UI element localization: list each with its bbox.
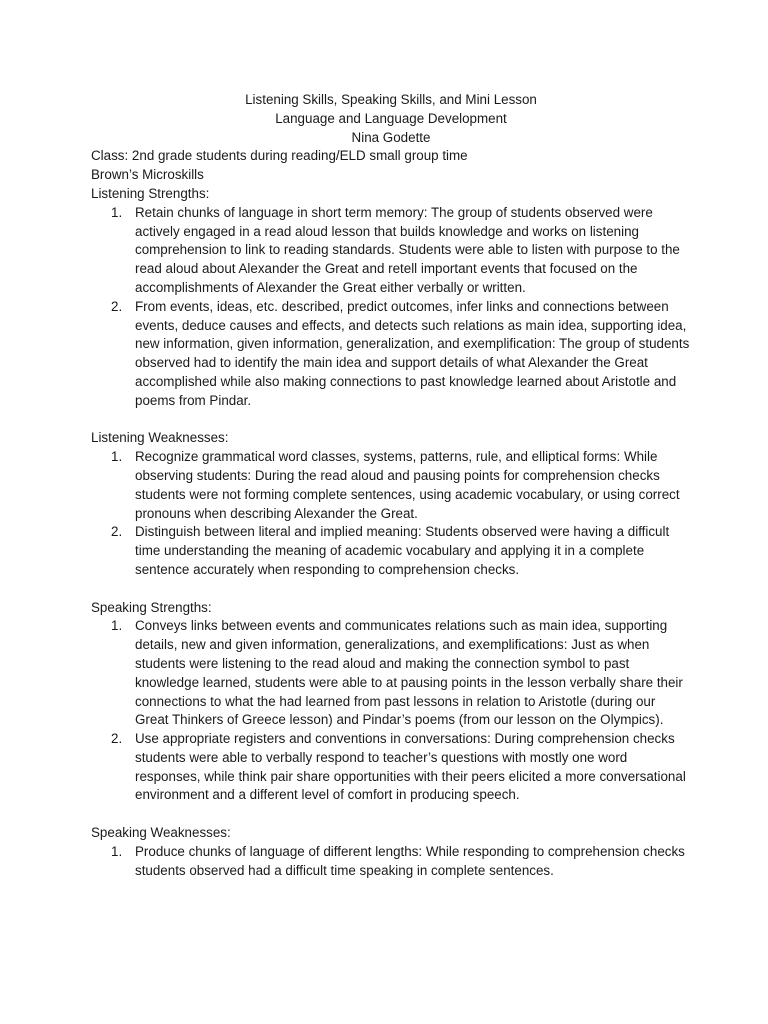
section-spacer — [91, 805, 691, 824]
item-number: 1. — [111, 204, 123, 220]
item-number: 2. — [111, 524, 123, 540]
listening-strengths-list — [91, 204, 691, 411]
listening-weaknesses-heading: Listening Weaknesses: — [91, 430, 229, 446]
item-text: Use appropriate registers and conventions in conversations: During comprehension checks students were able to verbally respond to teacher’s questions with mostly one word responses, while think pair share opportunities with their peers elicited a more conversational environment and a different level of comfort in producing speech. — [135, 731, 686, 803]
class-line: Class: 2nd grade students during reading/ELD small group time — [91, 148, 468, 164]
section-spacer — [91, 580, 691, 599]
microskills-line: Brown’s Microskills — [91, 167, 204, 183]
item-number: 1. — [111, 618, 123, 634]
listening-weaknesses-list — [91, 448, 691, 580]
list-item — [91, 298, 691, 411]
item-text: Conveys links between events and communicates relations such as main idea, supporting details, new and given information, generalizations, and exemplifications: Just as when students were listening to the read aloud and making the connection symbol to past knowledge learned, students were able to at pausing points in the lesson verbally share their connections to what the had learned from past lessons in relation to Aristotle (during our Great Thinkers of Greece lesson) and Pindar’s poems (from our lesson on the Olympics). — [135, 618, 683, 728]
item-number: 1. — [111, 449, 123, 465]
list-item — [91, 730, 691, 805]
document-subtitle: Language and Language Development — [275, 110, 507, 126]
listening-strengths-section — [91, 185, 691, 411]
item-number: 2. — [111, 731, 123, 747]
item-text: Recognize grammatical word classes, systems, patterns, rule, and elliptical forms: While observing students: During the read aloud and pausing points for comprehension checks students were not forming complete sentences, using academic vocabulary, or using correct pronouns when describing Alexander the Great. — [135, 449, 680, 521]
list-item — [91, 448, 691, 523]
listening-strengths-heading: Listening Strengths: — [91, 185, 210, 201]
document-page — [91, 91, 691, 880]
item-number: 2. — [111, 298, 123, 314]
list-item — [91, 617, 691, 730]
speaking-strengths-heading: Speaking Strengths: — [91, 599, 212, 615]
list-item — [91, 843, 691, 881]
speaking-strengths-section — [91, 599, 691, 806]
document-title: Listening Skills, Speaking Skills, and Mini Lesson — [245, 92, 537, 107]
list-item — [91, 523, 691, 579]
speaking-weaknesses-heading: Speaking Weaknesses: — [91, 825, 231, 841]
item-text: From events, ideas, etc. described, predict outcomes, infer links and connections between events, deduce causes and effects, and detects such relations as main idea, supporting idea, new information, given information, generalization, and exemplification: The group of students observed had to identify the main idea and support details of what Alexander the Great accomplished while also making connections to past knowledge learned about Aristotle and poems from Pindar. — [135, 298, 690, 408]
speaking-weaknesses-section — [91, 824, 691, 880]
list-item — [91, 204, 691, 298]
item-text: Retain chunks of language in short term memory: The group of students observed were actively engaged in a read aloud lesson that builds knowledge and works on listening comprehension to link to reading standards. Students were able to listen with purpose to the read aloud about Alexander the Great and retell important events that focused on the accomplishments of Alexander the Great either verbally or written. — [135, 204, 680, 295]
speaking-weaknesses-list — [91, 843, 691, 881]
section-spacer — [91, 411, 691, 430]
item-text: Distinguish between literal and implied meaning: Students observed were having a difficult time understanding the meaning of academic vocabulary and applying it in a complete sentence accurately when responding to comprehension checks. — [135, 524, 670, 577]
item-number: 1. — [111, 843, 123, 859]
document-author: Nina Godette — [351, 129, 431, 145]
item-text: Produce chunks of language of different lengths: While responding to comprehension checks students observed had a difficult time speaking in complete sentences. — [135, 843, 685, 878]
speaking-strengths-list — [91, 617, 691, 805]
listening-weaknesses-section — [91, 429, 691, 579]
